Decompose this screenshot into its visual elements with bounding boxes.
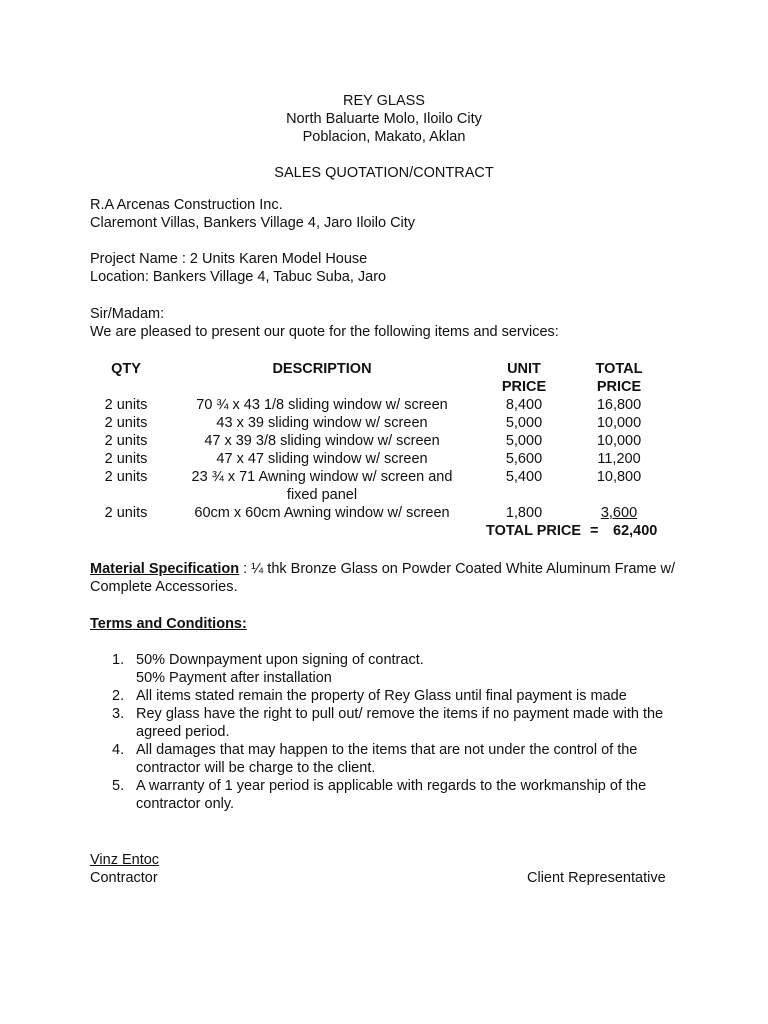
term-number: 2. <box>112 688 125 704</box>
contractor-signature <box>90 851 159 887</box>
row-unit-price: 5,400 <box>505 469 543 485</box>
row-total-price: 11,200 <box>597 451 641 467</box>
row-total-price: 10,800 <box>596 469 642 485</box>
row-description: 47 x 39 3/8 sliding window w/ screen <box>204 433 440 449</box>
table-header <box>90 360 670 396</box>
row-description: 70 ¾ x 43 1/8 sliding window w/ screen <box>196 397 448 413</box>
list-item <box>90 777 670 813</box>
row-total-price: 16,800 <box>596 397 642 413</box>
letterhead <box>0 92 768 182</box>
terms-list <box>90 651 670 813</box>
list-item <box>90 651 670 687</box>
material-text: : ¼ thk Bronze Glass on Powder Coated White Aluminum Frame w/ Complete Accessories. <box>90 561 676 595</box>
document-title: SALES QUOTATION/CONTRACT <box>274 165 494 181</box>
row-unit-price: 1,800 <box>505 505 543 521</box>
contractor-label: Contractor <box>90 870 158 886</box>
greeting-block <box>90 305 690 341</box>
project-block <box>90 250 690 286</box>
client-block <box>90 196 690 232</box>
term-text: Rey glass have the right to pull out/ remove the items if no payment made with the agreed period. <box>136 706 664 740</box>
list-item <box>90 705 670 741</box>
row-unit-price: 5,600 <box>505 451 543 467</box>
row-unit-price: 5,000 <box>505 415 543 431</box>
header-qty: QTY <box>111 361 141 377</box>
company-address-2: Poblacion, Makato, Aklan <box>302 129 466 145</box>
header-description: DESCRIPTION <box>272 361 372 377</box>
intro-text: We are pleased to present our quote for the following items and services: <box>90 324 559 340</box>
list-item <box>90 741 670 777</box>
row-qty: 2 units <box>104 469 148 485</box>
row-description: 43 x 39 sliding window w/ screen <box>216 415 428 431</box>
table-row <box>90 468 670 504</box>
term-text: A warranty of 1 year period is applicable with regards to the workmanship of the contractor only. <box>136 778 647 812</box>
row-description: 23 ¾ x 71 Awning window w/ screen and fixed panel <box>191 469 453 503</box>
header-total-price-line-2: PRICE <box>596 379 642 395</box>
term-number: 1. <box>112 652 125 668</box>
client-representative-label: Client Representative <box>527 870 666 886</box>
client-address: Claremont Villas, Bankers Village 4, Jaro Iloilo City <box>90 215 416 231</box>
row-description: 47 x 47 sliding window w/ screen <box>216 451 428 467</box>
row-unit-price: 5,000 <box>505 433 543 449</box>
terms-title: Terms and Conditions: <box>90 616 247 632</box>
total-price-value: 62,400 <box>613 523 658 539</box>
row-total-price: 10,000 <box>596 433 642 449</box>
row-total-price: 10,000 <box>596 415 642 431</box>
material-specification <box>90 560 680 596</box>
header-total-price <box>584 360 654 396</box>
grand-total-row <box>90 522 670 540</box>
list-item <box>90 687 670 705</box>
table-row <box>90 414 670 432</box>
salutation: Sir/Madam: <box>90 306 165 322</box>
header-unit-price-line-2: PRICE <box>501 379 547 395</box>
table-row <box>90 396 670 414</box>
row-qty: 2 units <box>104 397 148 413</box>
project-location: Location: Bankers Village 4, Tabuc Suba, Jaro <box>90 269 387 285</box>
items-table <box>90 360 670 540</box>
term-number: 3. <box>112 706 125 722</box>
term-text: All items stated remain the property of Rey Glass until final payment is made <box>136 688 627 704</box>
company-address-1: North Baluarte Molo, Iloilo City <box>286 111 482 127</box>
term-text: All damages that may happen to the items that are not under the control of the contractor will be charge to the client. <box>136 742 638 776</box>
contractor-name: Vinz Entoc <box>90 852 160 868</box>
row-description: 60cm x 60cm Awning window w/ screen <box>194 505 450 521</box>
table-row <box>90 432 670 450</box>
row-total-price: 3,600 <box>600 505 638 521</box>
term-text-line-2: 50% Payment after installation <box>136 670 332 686</box>
header-total-price-line-1: TOTAL <box>595 361 643 377</box>
term-number: 4. <box>112 742 125 758</box>
row-unit-price: 8,400 <box>505 397 543 413</box>
row-qty: 2 units <box>104 415 148 431</box>
header-unit-price <box>485 360 563 396</box>
row-qty: 2 units <box>104 451 148 467</box>
table-row <box>90 504 670 522</box>
total-equals-sign: = <box>590 523 599 539</box>
header-unit-price-line-1: UNIT <box>507 361 541 377</box>
table-row <box>90 450 670 468</box>
total-price-label: TOTAL PRICE <box>486 523 582 539</box>
term-text: 50% Downpayment upon signing of contract. <box>136 652 424 668</box>
company-name: REY GLASS <box>343 93 425 109</box>
material-label: Material Specification <box>90 561 240 577</box>
row-qty: 2 units <box>104 433 148 449</box>
term-number: 5. <box>112 778 125 794</box>
client-name: R.A Arcenas Construction Inc. <box>90 197 283 213</box>
row-qty: 2 units <box>104 505 148 521</box>
project-name: Project Name : 2 Units Karen Model House <box>90 251 368 267</box>
